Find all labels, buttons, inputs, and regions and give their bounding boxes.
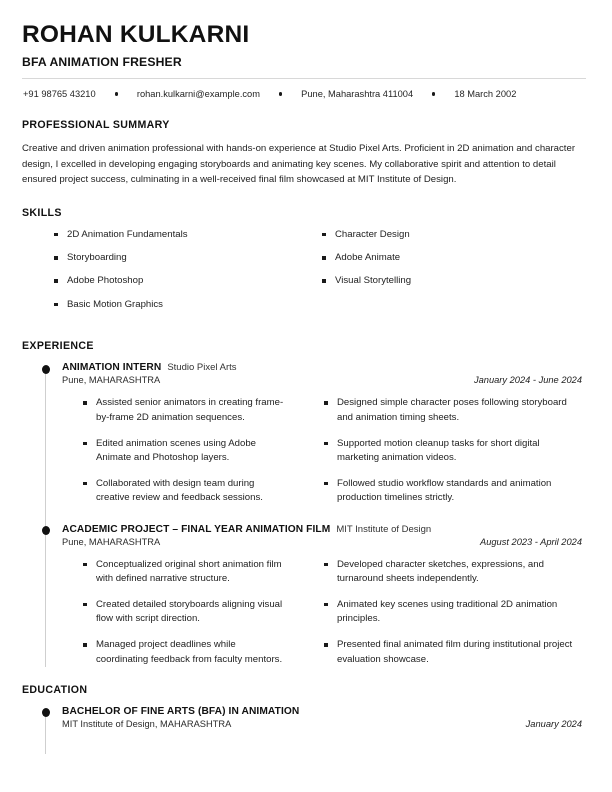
candidate-role: BFA ANIMATION FRESHER [22,54,182,69]
skill-item: 2D Animation Fundamentals [54,228,304,242]
entry-bullet-columns [62,396,586,505]
entry-bullet: Developed character sketches, expressions, and turnaround sheets independently. [324,558,580,587]
contact-separator-icon [432,92,435,95]
entry-location: Pune, MAHARASHTRA [62,375,161,386]
entry-bullets-right [324,396,586,505]
entry-bullet: Conceptualized original short animation film with defined narrative structure. [83,558,290,587]
skill-item: Storyboarding [54,251,304,265]
skill-item: Adobe Animate [322,251,586,265]
section-skills [22,207,586,322]
skill-item: Character Design [322,228,586,242]
entry-bullet: Created detailed storyboards aligning visual flow with script direction. [83,598,290,627]
entry-bullet: Assisted senior animators in creating frame-by-frame 2D animation sequences. [83,396,290,425]
entry-organization: Studio Pixel Arts [167,362,237,374]
resume-header [22,22,586,100]
entry-date-range: January 2024 - June 2024 [473,375,582,386]
entry-job-title: ANIMATION INTERN [62,362,162,374]
section-title-experience: EXPERIENCE [22,340,94,353]
entry-date-range: August 2023 - April 2024 [480,536,582,547]
entry-bullet: Designed simple character poses following storyboard and animation timing sheets. [324,396,580,425]
section-title-summary: PROFESSIONAL SUMMARY [22,119,170,132]
skill-item: Visual Storytelling [322,274,586,288]
contact-address: Pune, Maharashtra 411004 [301,88,414,99]
section-professional-summary [22,119,586,188]
section-title-education: EDUCATION [22,683,88,696]
entry-bullet: Managed project deadlines while coordinating feedback from faculty mentors. [83,638,290,667]
entry-subheading [62,375,586,385]
entry-heading [62,362,586,373]
contact-separator-icon [115,92,118,95]
header-divider [22,78,586,79]
skills-columns [22,228,586,322]
experience-entry [22,524,586,667]
entry-subheading [62,719,586,729]
timeline-dot-icon [42,526,50,535]
section-experience [22,340,586,667]
section-education [22,684,586,754]
entry-degree-title: BACHELOR OF FINE ARTS (BFA) IN ANIMATION [62,705,300,717]
timeline-dot-icon [42,365,50,374]
entry-bullet: Followed studio workflow standards and animation production timelines strictly. [324,477,580,506]
candidate-name: ROHAN KULKARNI [22,21,250,48]
entry-bullet: Collaborated with design team during creative review and feedback sessions. [83,477,290,506]
entry-bullet: Edited animation scenes using Adobe Animate and Photoshop layers. [83,437,290,466]
entry-bullets-left [62,558,324,667]
contact-phone: +91 98765 43210 [23,88,96,99]
entry-bullet: Supported motion cleanup tasks for short digital marketing animation videos. [324,437,580,466]
education-timeline [22,706,586,754]
contact-email[interactable]: rohan.kulkarni@example.com [136,88,260,99]
education-entry [22,706,586,729]
section-title-skills: SKILLS [22,206,62,219]
summary-text: Creative and driven animation professional with hands-on experience at Studio Pixel Arts. Proficient in 2D animation and character design, I excelled in developing engaging storyboards and animating key scenes. My collaborative spirit and attention to detail ensured project success, culminating in a well-received final film showcased at MIT Institute of Design. [22,143,576,186]
contact-separator-icon [279,92,282,95]
skill-item: Adobe Photoshop [54,274,304,288]
entry-job-title: ACADEMIC PROJECT – FINAL YEAR ANIMATION FILM [62,523,331,535]
skills-column-left [22,228,304,322]
entry-bullet: Presented final animated film during institutional project evaluation showcase. [324,638,580,667]
experience-timeline [22,362,586,667]
entry-bullet: Animated key scenes using traditional 2D animation principles. [324,598,580,627]
entry-heading [62,706,586,717]
skills-column-right [304,228,586,322]
contact-birthdate: 18 March 2002 [454,88,517,99]
entry-heading [62,524,586,535]
entry-bullets-left [62,396,324,505]
experience-entry [22,362,586,505]
entry-date-range: January 2024 [525,718,582,729]
entry-institution: MIT Institute of Design, MAHARASHTRA [62,718,232,729]
timeline-dot-icon [42,708,50,717]
skill-item: Basic Motion Graphics [54,298,304,312]
entry-bullet-columns [62,558,586,667]
entry-organization: MIT Institute of Design [336,523,432,535]
entry-subheading [62,537,586,547]
entry-location: Pune, MAHARASHTRA [62,536,161,547]
contact-line [22,88,586,100]
entry-bullets-right [324,558,586,667]
